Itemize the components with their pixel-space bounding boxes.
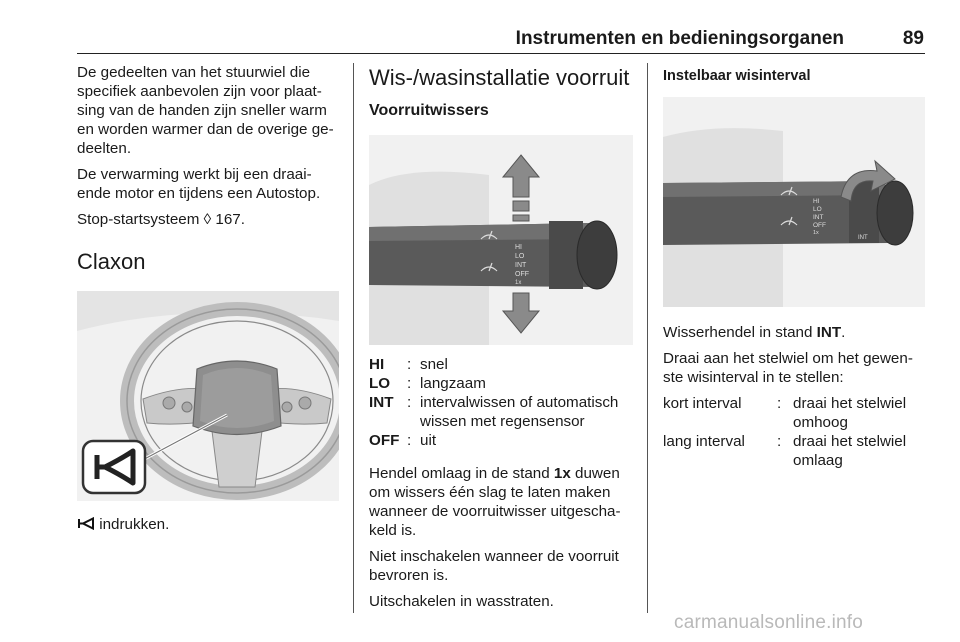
definition-value: draai het stelwiel omlaag — [793, 433, 907, 469]
definition-separator: : — [777, 395, 782, 412]
definition-value: intervalwissen of automatisch wissen met regensensor — [420, 394, 619, 430]
subsection-heading: Instelbaar wisinterval — [663, 68, 811, 84]
lever-label-int: INT — [515, 262, 527, 269]
lever-label-off: OFF — [813, 222, 826, 229]
column-1 — [77, 63, 339, 541]
text-run: . — [841, 324, 846, 341]
paragraph — [663, 323, 925, 342]
column-divider — [647, 63, 648, 613]
definition-separator: : — [407, 375, 412, 392]
text-run: Hendel omlaag in de stand — [369, 465, 554, 482]
definition-key: OFF — [369, 432, 400, 449]
interval-definitions — [663, 394, 925, 470]
definition-key: lang interval — [663, 433, 745, 450]
paragraph: Uitschakelen in wasstraten. — [369, 593, 554, 610]
definition-row — [663, 432, 925, 470]
definition-separator: : — [407, 356, 412, 373]
horn-press-instruction — [77, 515, 339, 534]
lever-label-off: OFF — [515, 271, 529, 278]
reference-page: 167. — [215, 211, 245, 228]
horn-press-text: indrukken. — [99, 516, 170, 533]
reference-text: Stop-startsysteem — [77, 211, 200, 228]
column-2 — [369, 63, 633, 618]
page-number: 89 — [902, 28, 924, 49]
lever-label-1x: 1x — [813, 230, 819, 236]
column-3 — [663, 63, 925, 470]
subsection-heading: Voorruitwissers — [369, 102, 489, 119]
text-run-bold: INT — [816, 324, 842, 341]
definition-key: kort interval — [663, 395, 742, 412]
definition-row — [663, 394, 925, 432]
horn-icon — [77, 516, 99, 533]
definition-value: draai het stelwiel omhoog — [793, 395, 907, 431]
definition-row — [369, 393, 633, 431]
paragraph-reference — [77, 210, 339, 229]
definition-row — [369, 431, 633, 450]
watermark: carmanualsonline.info — [674, 612, 864, 633]
definition-separator: : — [407, 394, 412, 411]
header-rule — [77, 53, 925, 54]
paragraph: Draai aan het stelwiel om het gewen-ste wisinterval in te stellen: — [663, 350, 913, 386]
page-header-title: Instrumenten en bedieningsorganen — [515, 28, 844, 49]
definition-separator: : — [407, 432, 412, 449]
text-run: Wisserhendel in stand — [663, 324, 817, 341]
definition-key: LO — [369, 375, 391, 392]
section-heading: Wis-/wasinstallatie voorruit — [369, 65, 630, 90]
paragraph: De verwarming werkt bij een draai-ende motor en tijdens een Autostop. — [77, 166, 321, 202]
definition-separator: : — [777, 433, 782, 450]
definition-key: HI — [369, 356, 385, 373]
ring-label-int: INT — [858, 235, 868, 241]
lever-label-hi: HI — [813, 198, 820, 205]
column-divider — [353, 63, 354, 613]
wiper-interval-figure — [663, 97, 925, 307]
paragraph: Niet inschakelen wanneer de voorruit bevroren is. — [369, 548, 619, 584]
wiper-position-definitions — [369, 355, 633, 450]
text-run: duwen om wissers één slag te laten maken wanneer de voorruitwisser uitgescha-keld is. — [369, 465, 621, 539]
lever-label-hi: HI — [515, 244, 522, 251]
lever-label-lo: LO — [813, 206, 822, 213]
definition-value: snel — [420, 356, 448, 373]
lever-label-int: INT — [813, 214, 824, 221]
lever-label-1x: 1x — [515, 280, 522, 286]
definition-value: uit — [420, 432, 437, 449]
definition-row — [369, 355, 633, 374]
paragraph — [369, 464, 633, 540]
paragraph: De gedeelten van het stuurwiel die specifiek aanbevolen zijn voor plaat-sing van de handen zijn sneller warm en worden warmer dan de overige ge-deelten. — [77, 64, 334, 157]
definition-key: INT — [369, 394, 394, 411]
wiper-lever-figure — [369, 135, 633, 345]
page-reference-icon: ◊ — [203, 211, 212, 228]
text-run-bold: 1x — [553, 465, 571, 482]
steering-wheel-horn-figure — [77, 291, 339, 501]
definition-row — [369, 374, 633, 393]
section-heading: Claxon — [77, 249, 146, 274]
lever-label-lo: LO — [515, 253, 525, 260]
definition-value: langzaam — [420, 375, 486, 392]
